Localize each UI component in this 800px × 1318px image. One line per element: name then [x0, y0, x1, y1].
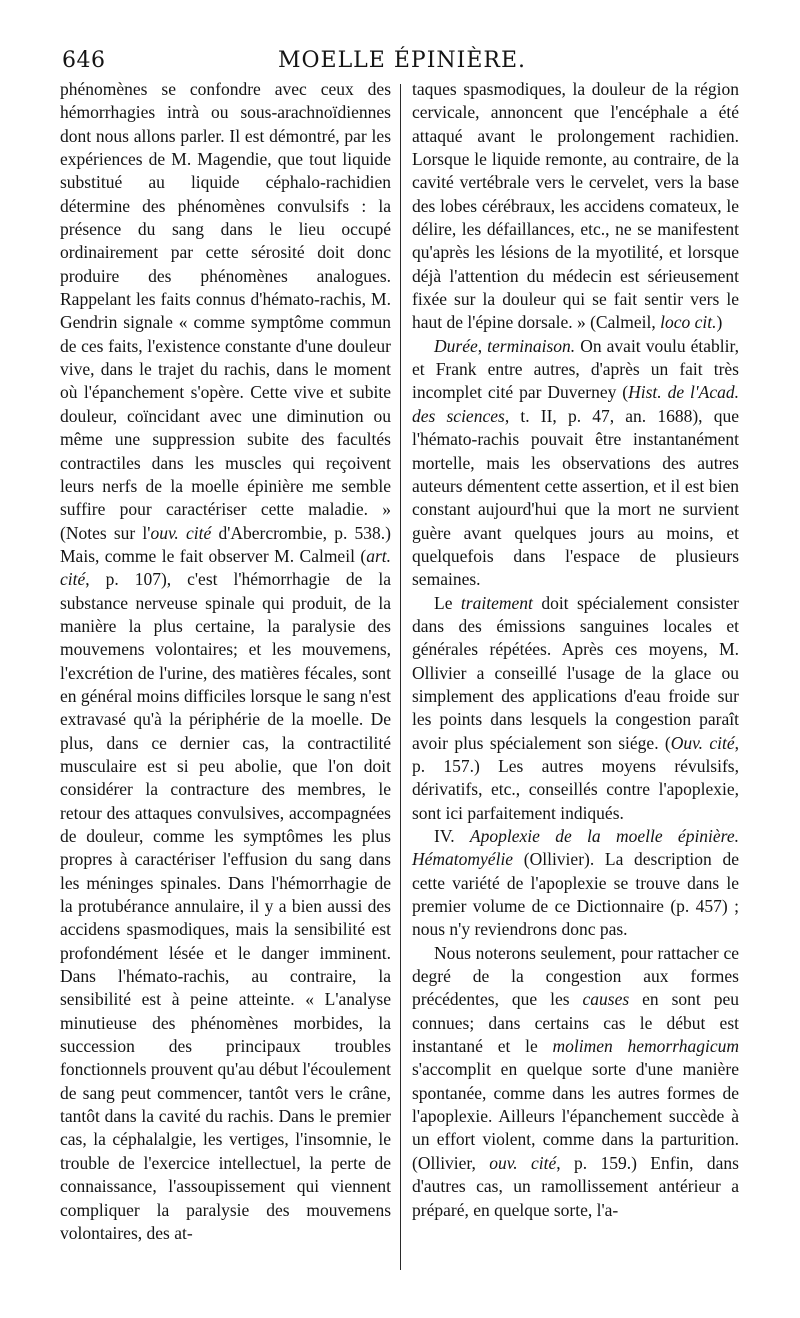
column-divider — [400, 84, 401, 1270]
paragraph-left-1: phénomènes se confondre avec ceux des hémorrhagies intrà ou sous-arachnoïdiennes dont nous allons parler. Il est démontré, par les expériences de M. Magendie, que tout liquide substitué au liquide céphalo-rachidien détermine des phénomènes convulsifs : la présence du sang dans le lieu occupé ordinairement par cette sérosité doit donc produire des phénomènes analogues. Rappelant les faits connus d'hémato-rachis, M. Gendrin signale « comme symptôme commun de ces faits, l'existence constante d'une douleur vive, dans le trajet du rachis, dans le moment où l'épanchement s'opère. Cette vive et subite douleur, coïncidant avec une diminution ou même une suppression subite des facultés contractiles dans les muscles qui reçoivent leurs nerfs de la moelle épinière me semble suffire pour caractériser cette maladie. » (Notes sur l'ouv. cité d'Abercrombie, p. 538.) Mais, comme le fait observer M. Calmeil (art. cité, p. 107), c'est l'hémorrhagie de la substance nerveuse spinale qui produit, de la manière la plus certaine, la paralysie des mouvemens volontaires; et les mouvemens, l'excrétion de l'urine, des matières fécales, sont en général moins difficiles lorsque le sang n'est extravasé qu'à la périphérie de la moelle. De plus, dans ce dernier cas, la contractilité musculaire est si peu abolie, que l'on doit considérer la contracture des membres, le retour des attaques convulsives, accompagnées de douleur, comme les symptômes les plus propres à caractériser l'effusion du sang dans les méninges spinales. Dans l'hémorrhagie de la protubérance annulaire, il y a bien aussi des accidens spasmodiques, mais la sensibilité est profondément lésée et le danger imminent. Dans l'hémato-rachis, au contraire, la sensibilité est à peine atteinte. « L'analyse minutieuse des phénomènes morbides, la succession des principaux troubles fonctionnels prouvent qu'au début l'écoulement de sang peut commencer, tantôt vers le crâne, tantôt dans la cavité du rachis. Dans le premier cas, la céphalalgie, les vertiges, l'insomnie, le trouble de l'exercice intellectuel, la perte de connaissance, l'assoupissement qui viennent compliquer la paralysie des mouvemens volontaires, des at- — [60, 79, 391, 1243]
right-column — [412, 78, 739, 1222]
left-column — [60, 78, 391, 1245]
paragraph-apoplexie: IV. Apoplexie de la moelle épinière. Hématomyélie (Ollivier). La description de cette variété de l'apoplexie se trouve dans le premier volume de ce Dictionnaire (p. 457) ; nous n'y reviendrons donc pas. — [412, 826, 739, 940]
paragraph-right-1: taques spasmodiques, la douleur de la région cervicale, annoncent que l'encéphale a été attaqué avant le prolongement rachidien. Lorsque le liquide remonte, au contraire, de la cavité vertébrale vers le cervelet, vers la base des lobes cérébraux, les accidens comateux, le délire, les défaillances, etc., ne se manifestent qu'après les lésions de la myotilité, et lorsque déjà l'attention du médecin est sérieusement fixée sur la douleur qui se fait sentir vers le haut de l'épine dorsale. » (Calmeil, loco cit.) — [412, 79, 739, 333]
paragraph-causes: Nous noterons seulement, pour rattacher ce degré de la congestion aux formes précédentes, que les causes en sont peu connues; dans certains cas le début est instantané et le molimen hemorrhagicum s'accomplit en quelque sorte d'une manière spontanée, comme dans les autres formes de l'apoplexie. Ailleurs l'épanchement succède à un effort violent, comme dans la parturition. (Ollivier, ouv. cité, p. 159.) Enfin, dans d'autres cas, un ramollissement antérieur a préparé, en quelque sorte, l'a- — [412, 942, 739, 1220]
page-number: 646 — [62, 48, 106, 73]
running-title: MOELLE ÉPINIÈRE. — [277, 48, 527, 73]
page-header — [62, 48, 742, 82]
paragraph-duree-terminaison: Durée, terminaison. On avait voulu établir, et Frank entre autres, d'après un fait très incomplet cité par Duverney (Hist. de l'Acad. des sciences, t. II, p. 47, an. 1688), que l'hémato-rachis pouvait être instantanément mortelle, mais les observations des autres auteurs démentent cette assertion, et il est bien constant aujourd'hui que la mort ne survient guère avant quelques jours au moins, et quelquefois dans l'espace de plusieurs semaines. — [412, 335, 740, 590]
paragraph-traitement: Le traitement doit spécialement consister dans des émissions sanguines locales et générales répétées. Après ces moyens, M. Ollivier a conseillé l'usage de la glace ou simplement des applications d'eau froide sur les points dans lesquels la congestion paraît avoir plus spécialement son siége. (Ouv. cité, p. 157.) Les autres moyens révulsifs, dérivatifs, etc., conseillés contre l'apoplexie, sont ici parfaitement indiqués. — [412, 592, 739, 823]
